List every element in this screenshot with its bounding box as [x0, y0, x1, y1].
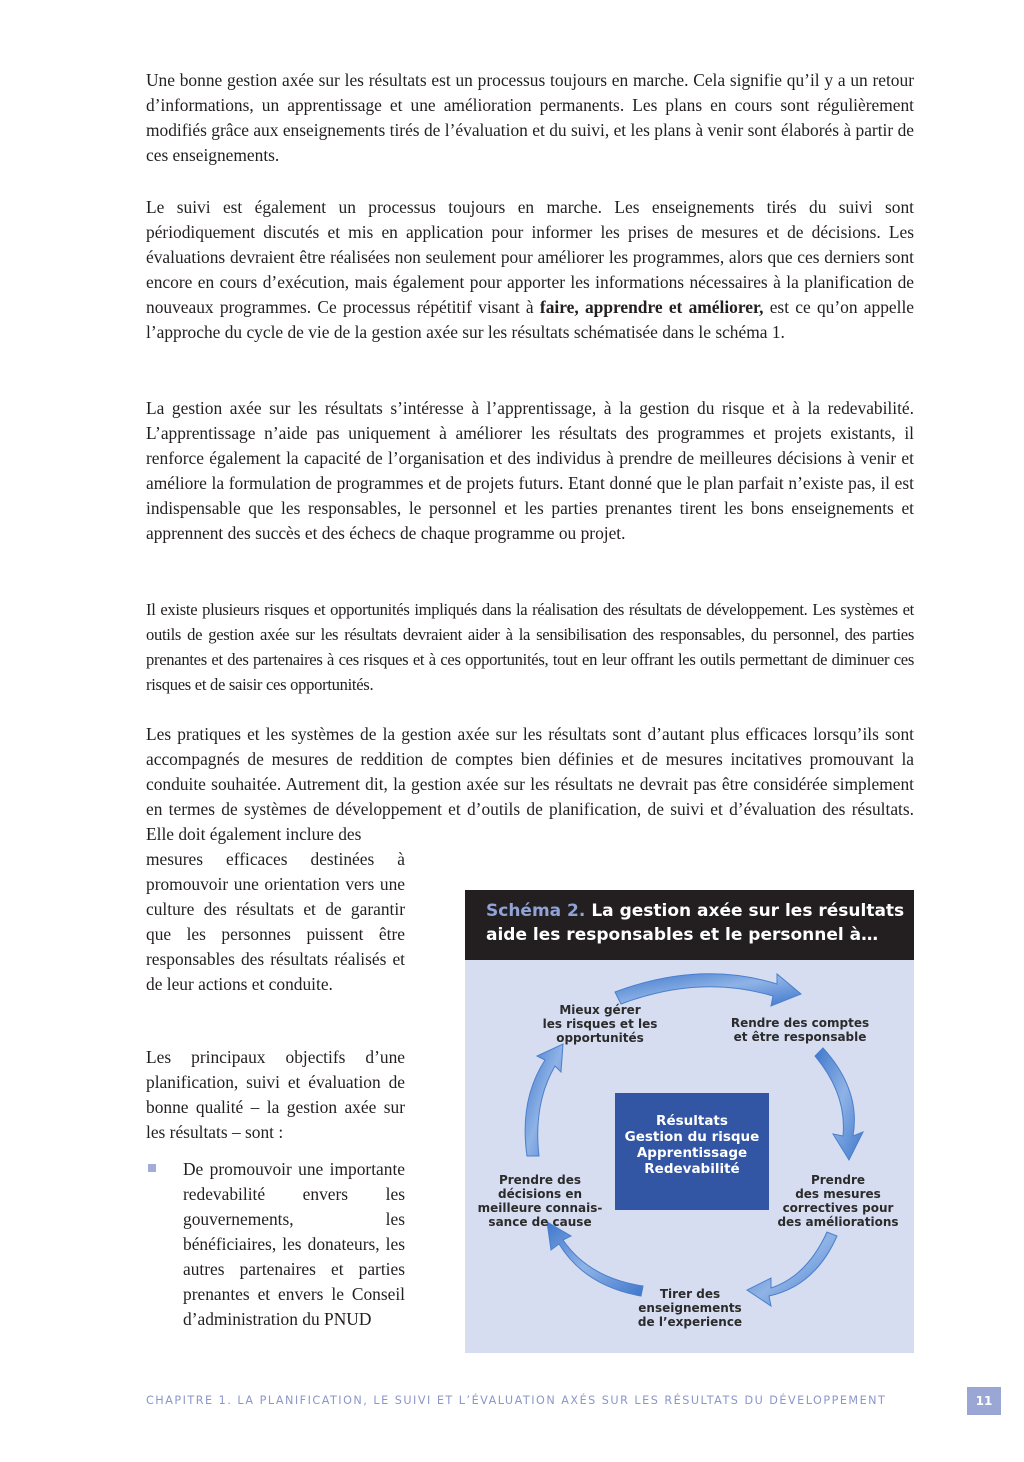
figure-header — [465, 890, 914, 960]
page-number: 11 — [967, 1387, 1001, 1415]
paragraph-5: Les pratiques et les systèmes de la gestion axée sur les résultats sont d’autant plus efficaces lorsqu’ils sont accompagnés de mesures de reddition de comptes bien définies et de mesures incitatives promouvant la conduite souhaitée. Autrement dit, la gestion axée sur les résultats ne devrait pas être considérée simplement en termes de systèmes de développement et d’outils de planification, de suivi et d’évaluation des résultats. Elle doit également inclure des — [146, 724, 914, 844]
bullet-list-item — [146, 1157, 405, 1332]
label-prendre-decisions: Prendre des décisions en meilleure connais- sance de cause — [477, 1173, 603, 1229]
label-prendre-mesures: Prendre des mesures correctives pour des améliorations — [777, 1173, 899, 1229]
paragraph-3: La gestion axée sur les résultats s’intéresse à l’apprentissage, à la gestion du risque et à la redevabilité. L’apprentissage n’aide pas uniquement à améliorer les résultats des programmes et projets existants, il renforce également la capacité de l’organisation et des individus à prendre de meilleures décisions à venir et améliore la formulation de programmes et de projets futurs. Etant donné que le plan parfait n’existe pas, il est indispensable que les responsables, le personnel et les parties prenantes tirent les bons enseignements et apprennent des succès et des échecs de chaque programme ou projet. — [146, 398, 914, 543]
paragraph-5-continued: mesures efficaces destinées à promouvoir une orientation vers une culture des résultats et de garantir que les personnes puissent être responsables des résultats réalisés et de leur actions et conduite. — [146, 849, 405, 994]
center-line-redevabilite: Redevabilité — [644, 1161, 740, 1177]
arrow-top-icon — [615, 974, 801, 1006]
paragraph-6: Les principaux objectifs d’une planification, suivi et évaluation de bonne qualité – la gestion axée sur les résultats – sont : — [146, 1047, 405, 1142]
center-line-resultats: Résultats — [656, 1113, 728, 1129]
bullet-text: De promouvoir une importante redevabilité envers les gouvernements, les bénéficiaires, les donateurs, les autres partenaires et parties prenantes et envers le Conseil d’administration du PNUD — [183, 1159, 405, 1329]
label-rendre-comptes: Rendre des comptes et être responsable — [730, 1016, 870, 1044]
paragraph-2-bold: faire, apprendre et améliorer, — [539, 297, 764, 317]
figure-title: La gestion axée sur les résultats aide les responsables et le personnel à… — [486, 901, 905, 945]
square-bullet-icon — [148, 1164, 156, 1172]
figure-body — [465, 960, 914, 1353]
label-mieux-gerer: Mieux gérer les risques et les opportunités — [542, 1003, 658, 1045]
center-line-risque: Gestion du risque — [624, 1129, 760, 1145]
footer-chapter: CHAPITRE 1. LA PLANIFICATION, LE SUIVI ET L’ÉVALUATION AXÉS SUR LES RÉSULTATS DU DÉVELOPPEMENT — [146, 1394, 887, 1407]
arrow-bottom-left-icon — [547, 1222, 643, 1296]
paragraph-2-text-a: Le suivi est également un processus toujours en marche. Les enseignements tirés du suivi sont périodiquement discutés et mis en application pour informer les prises de mesures et de décisions. Les évaluations devraient être réalisées non seulement pour améliorer les programmes, alors que ces derniers sont encore en cours d’exécution, mais également pour apporter les informations nécessaires à la planification de nouveaux programmes. Ce processus répétitif visant à — [146, 197, 914, 317]
figure-number: Schéma 2. — [486, 901, 586, 921]
paragraph-4: Il existe plusieurs risques et opportunités impliqués dans la réalisation des résultats de développement. Les systèmes et outils de gestion axée sur les résultats devraient aider à la sensibilisation des responsables, du personnel, des parties prenantes et des partenaires à ces risques et à ces opportunités, tout en leur offrant les outils permettant de diminuer ces risques et de saisir ces opportunités. — [146, 600, 914, 694]
label-tirer-enseignements: Tirer des enseignements de l’experience — [637, 1287, 743, 1329]
paragraph-2-text-b: est ce qu’on appelle l’approche du cycle de vie de la gestion axée sur les résultats schématisée dans le schéma 1. — [146, 297, 915, 342]
schema-2-figure — [465, 890, 914, 1353]
arrow-right-icon — [815, 1048, 863, 1160]
paragraph-2 — [146, 195, 914, 345]
arrow-left-icon — [525, 1044, 563, 1156]
center-box — [615, 1093, 769, 1210]
center-line-apprentissage: Apprentissage — [636, 1145, 748, 1161]
arrow-bottom-right-icon — [747, 1232, 837, 1306]
paragraph-1: Une bonne gestion axée sur les résultats est un processus toujours en marche. Cela signifie qu’il y a un retour d’informations, un apprentissage et une amélioration permanents. Les plans en cours sont régulièrement modifiés grâce aux enseignements tirés de l’évaluation et du suivi, et les plans à venir sont élaborés à partir de ces enseignements. — [146, 70, 914, 165]
